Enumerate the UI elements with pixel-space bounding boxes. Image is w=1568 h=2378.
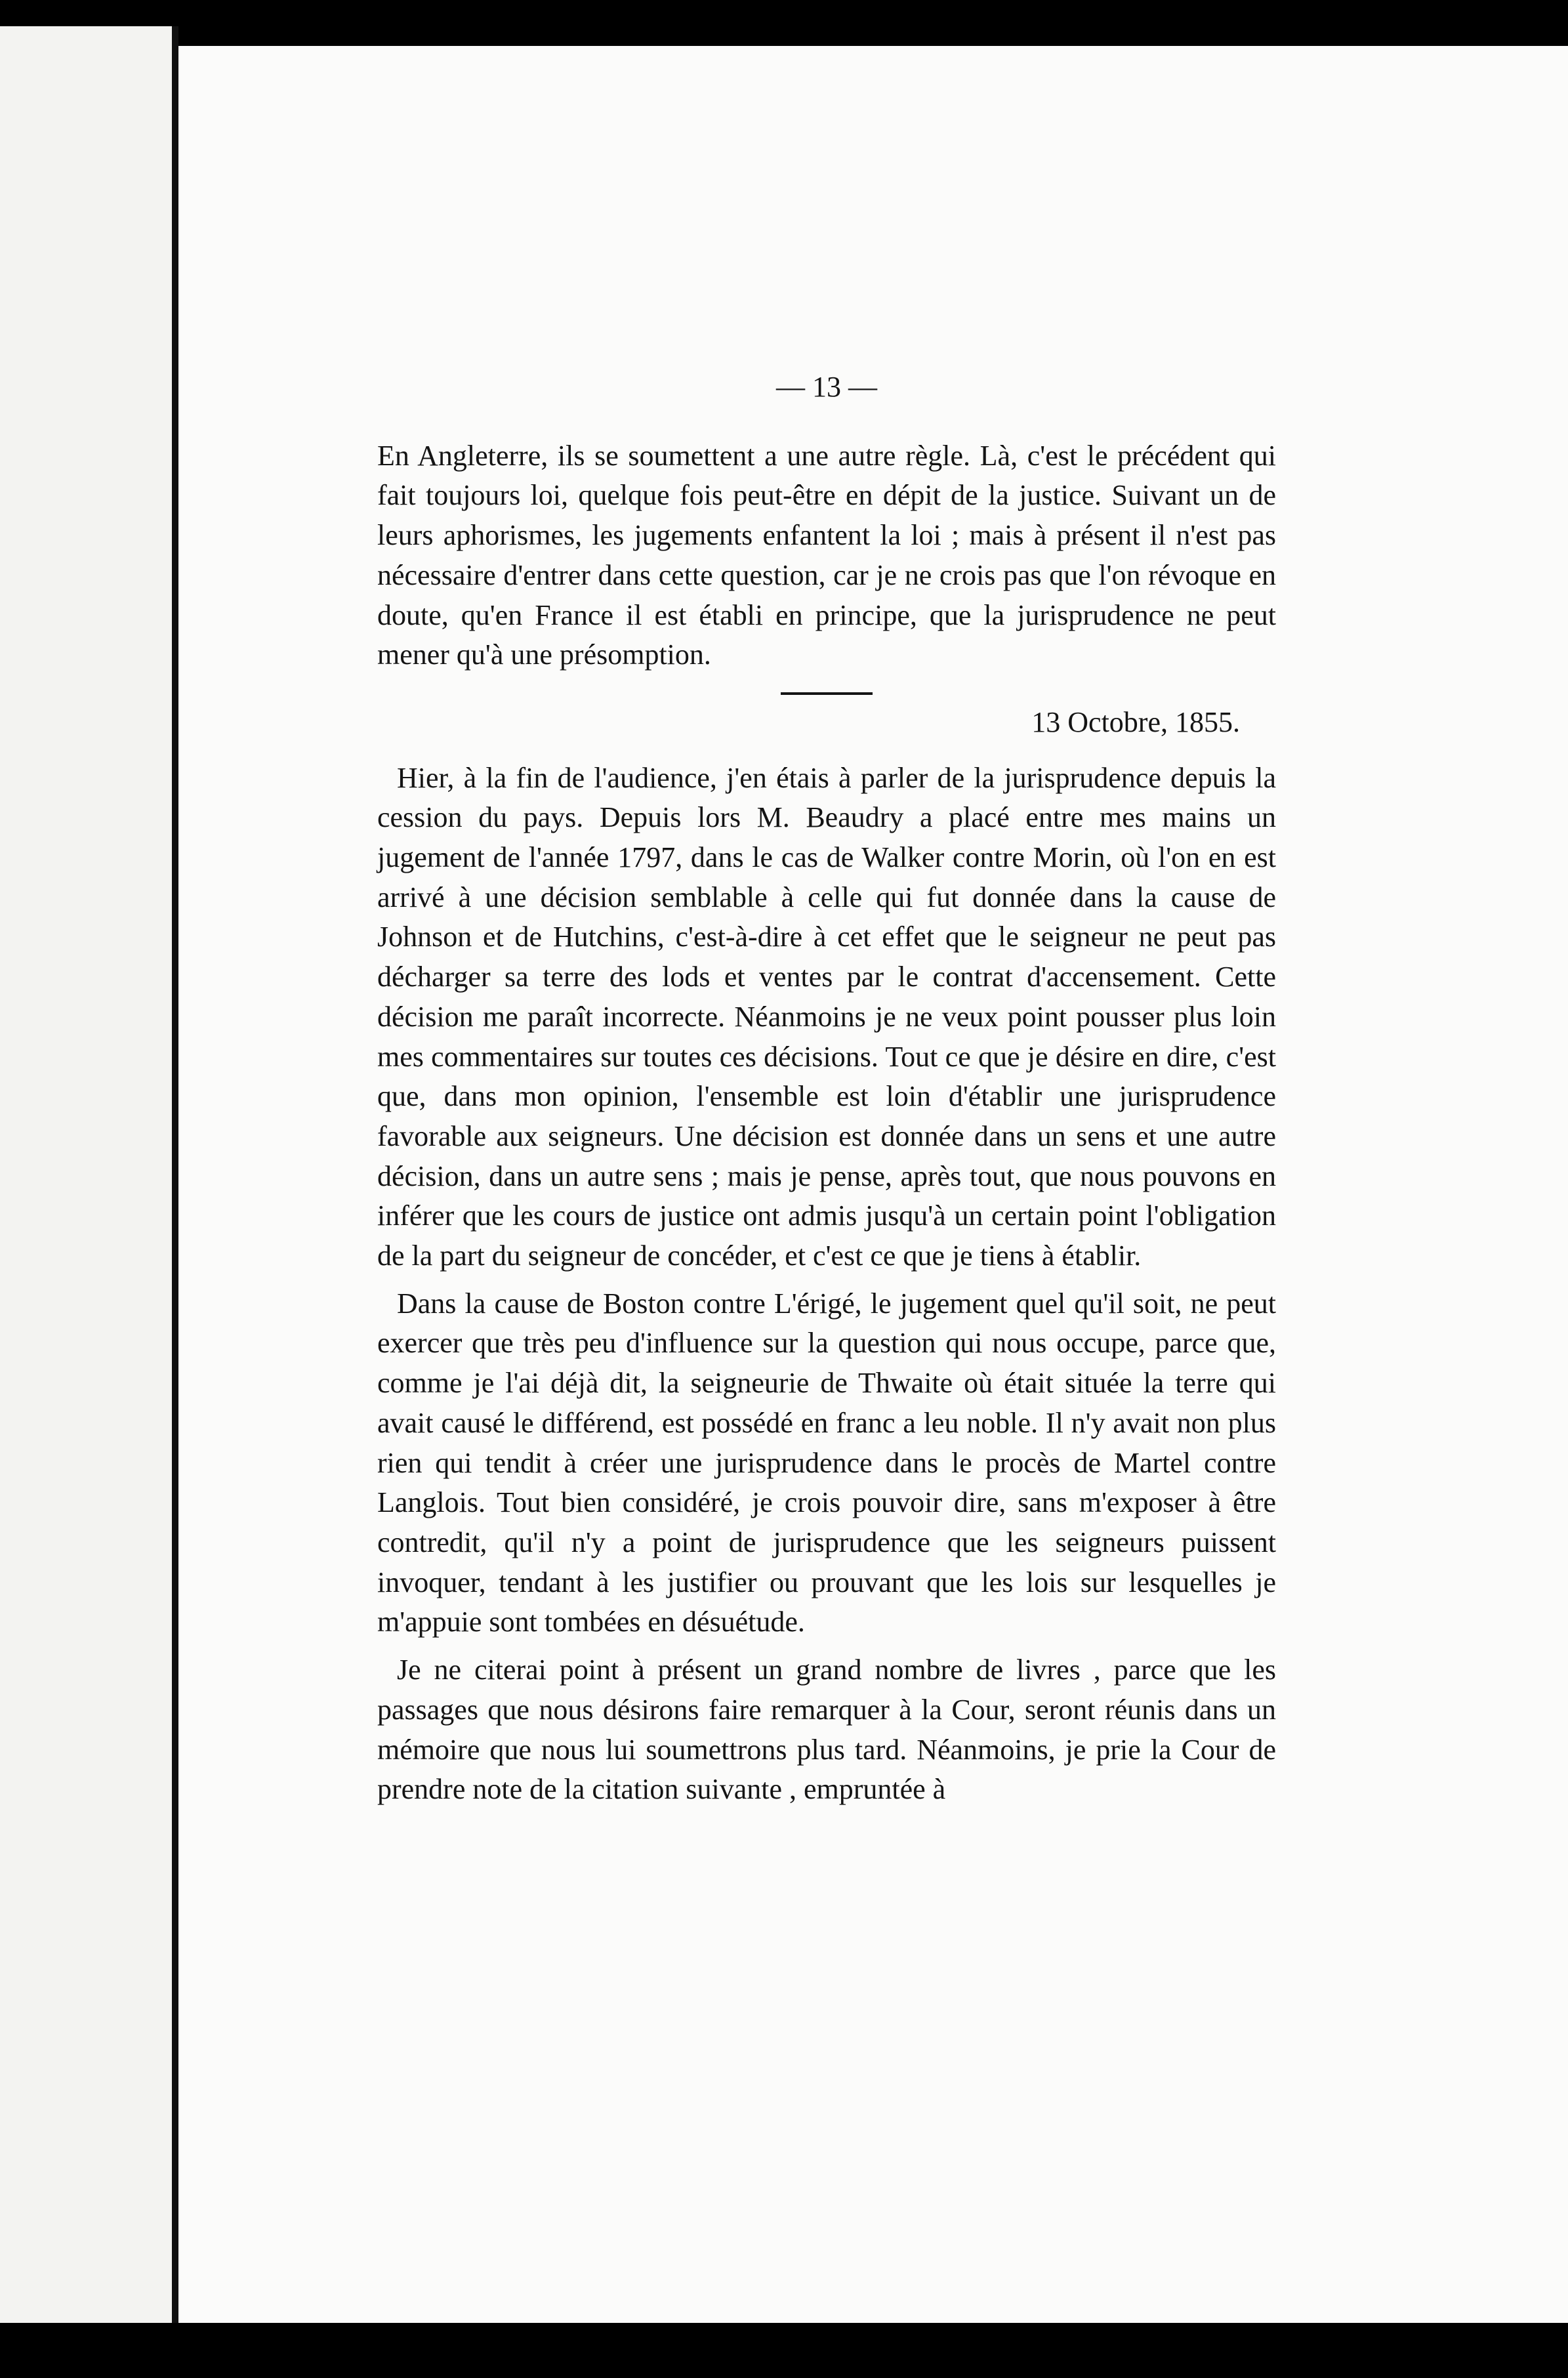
paragraph-citation: Je ne citerai point à présent un grand nombre de livres , parce que les passages que nous désirons faire remarquer à la Cour, seront réunis dans un mémoire que nous lui soumettrons plus tard. Néanmoins, je prie la Cour de prendre note de la citation suivante , empruntée à	[377, 1654, 1276, 1806]
date-heading: 13 Octobre, 1855.	[1031, 705, 1240, 738]
facing-page-edge	[0, 26, 172, 2323]
page-number: — 13 —	[776, 371, 877, 403]
section-divider	[781, 692, 873, 695]
paragraph-hier: Hier, à la fin de l'audience, j'en étais à parler de la jurisprudence depuis la cession du pays. Depuis lors M. Beaudry a placé entre mes mains un jugement de l'année 1797, dans le cas de Walker contre Morin, où l'on en est arrivé à une décision semblable à celle qui fut donnée dans la cause de Johnson et de Hutchins, c'est-à-dire à cet effet que le seigneur ne peut pas décharger sa terre des lods et ventes par le contrat d'accensement. Cette décision me paraît incorrecte. Néanmoins je ne veux point pousser plus loin mes commentaires sur toutes ces décisions. Tout ce que je désire en dire, c'est que, dans mon opinion, l'ensemble est loin d'établir une jurisprudence favorable aux seigneurs. Une décision est donnée dans un sens et une autre décision, dans un autre sens ; mais je pense, après tout, que nous pouvons en inférer que les cours de justice ont admis jusqu'à un certain point l'obligation de la part du seigneur de concéder, et c'est ce que je tiens à établir.	[377, 761, 1276, 1272]
paragraph-boston: Dans la cause de Boston contre L'érigé, le jugement quel qu'il soit, ne peut exercer que très peu d'influence sur la question qui nous occupe, parce que, comme je l'ai déjà dit, la seigneurie de Thwaite où était située la terre qui avait causé le différend, est possédé en franc a leu noble. Il n'y avait non plus rien qui tendit à créer une jurisprudence dans le procès de Martel contre Langlois. Tout bien considéré, je crois pouvoir dire, sans m'exposer à être contredit, qu'il n'y a point de jurisprudence que les seigneurs puissent invoquer, tendant à les justifier ou prouvant que les lois sur lesquelles je m'appuie sont tombées en désuétude.	[377, 1287, 1276, 1638]
paragraph-angleterre: En Angleterre, ils se soumettent a une autre règle. Là, c'est le précédent qui fait toujours loi, quelque fois peut-être en dépit de la justice. Suivant un de leurs aphorismes, les jugements enfantent la loi ; mais à présent il n'est pas nécessaire d'entrer dans cette question, car je ne crois pas que l'on révoque en doute, qu'en France il est établi en principe, que la jurisprudence ne peut mener qu'à une présomption.	[377, 439, 1276, 671]
page-gutter	[172, 26, 178, 2323]
page-text	[377, 367, 1276, 1810]
